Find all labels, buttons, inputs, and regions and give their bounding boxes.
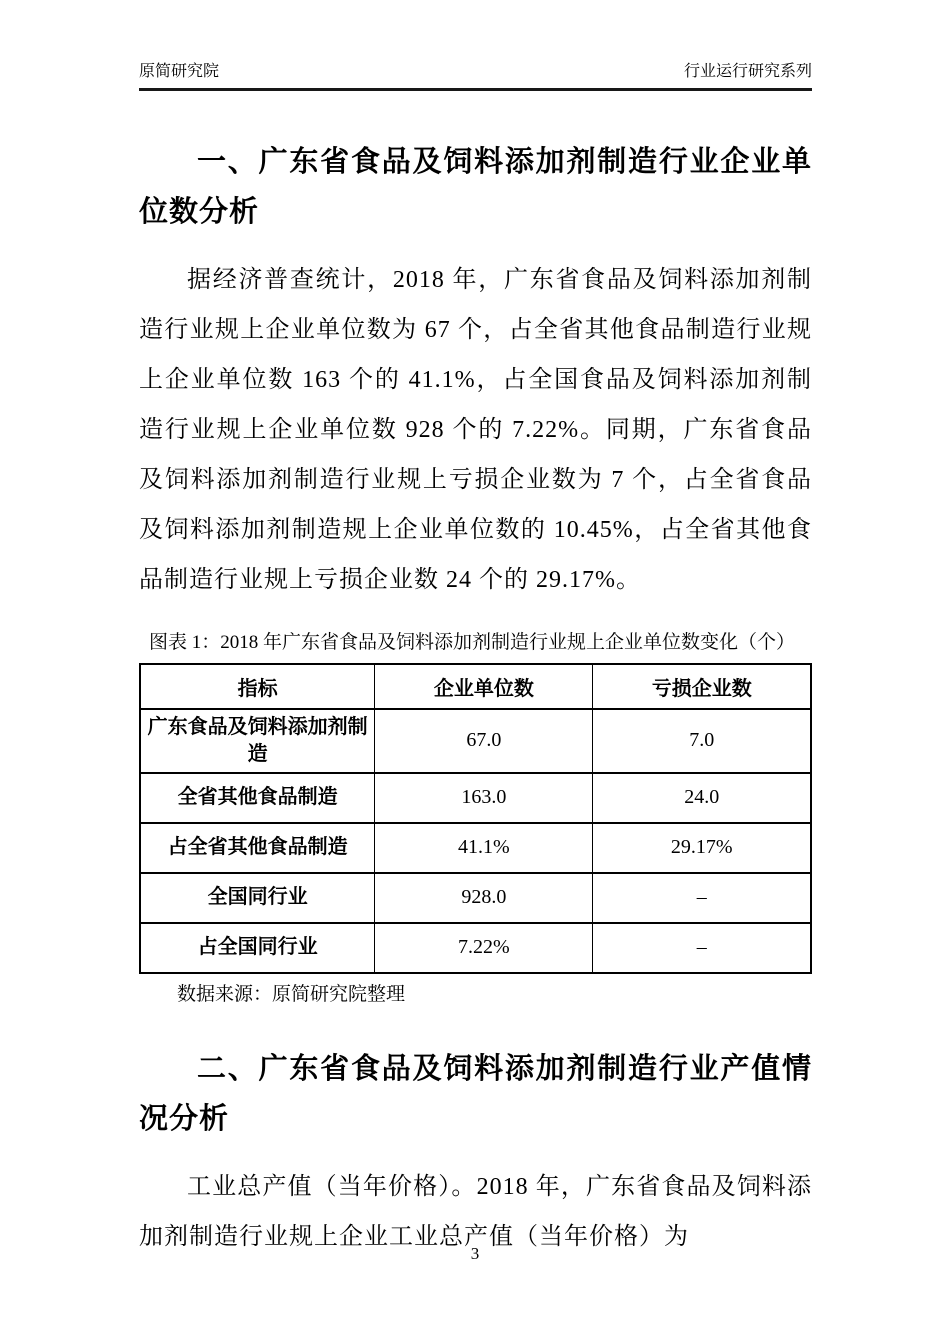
page-number: 3 (470, 1244, 480, 1263)
table-row (140, 823, 811, 873)
table-header-enterprise-units: 企业单位数 (375, 664, 593, 709)
header-right-text: 行业运行研究系列 (683, 63, 812, 80)
section-one-paragraph: 据经济普查统计，2018 年，广东省食品及饲料添加剂制造行业规上企业单位数为 67 个，占全省其他食品制造行业规上企业单位数 163 个的 41.1%，占全国食品及饲料添加剂制造行业规上企业单位数 928 个的 7.22%。同期，广东省食品及饲料添加剂制造行业规上亏损企业数为 7 个，占全省食品及饲料添加剂制造规上企业单位数的 10.45%，占全省其他食品制造行业规上亏损企业数 24 个的 29.17%。 (139, 267, 812, 594)
table-cell: 7.22% (375, 923, 593, 973)
section-two-paragraph: 工业总产值（当年价格）。2018 年，广东省食品及饲料添加剂制造行业规上企业工业总产值（当年价格）为 (139, 1173, 812, 1250)
table-cell: – (593, 873, 811, 923)
table-row (140, 873, 811, 923)
table-cell: 7.0 (593, 709, 811, 773)
table-row (140, 773, 811, 823)
table-cell: – (593, 923, 811, 973)
table-row-label: 占全国同行业 (140, 923, 375, 973)
header-left-text: 原简研究院 (139, 63, 220, 80)
section-two-title: 二、广东省食品及饲料添加剂制造行业产值情况分析 (139, 1052, 812, 1135)
section-one-title: 一、广东省食品及饲料添加剂制造行业企业单位数分析 (139, 146, 812, 229)
table-cell: 41.1% (375, 823, 593, 873)
table-cell: 163.0 (375, 773, 593, 823)
table-row-label: 占全省其他食品制造 (140, 823, 375, 873)
table-cell: 29.17% (593, 823, 811, 873)
table-row-label: 全国同行业 (140, 873, 375, 923)
table-cell: 24.0 (593, 773, 811, 823)
table-header-indicator: 指标 (140, 664, 375, 709)
table-row (140, 709, 811, 773)
figure-caption: 图表 1：2018 年广东省食品及饲料添加剂制造行业规上企业单位数变化（个） (149, 632, 796, 654)
data-source-note: 数据来源：原简研究院整理 (177, 983, 406, 1005)
table-cell: 67.0 (375, 709, 593, 773)
table-cell: 928.0 (375, 873, 593, 923)
table-row-label: 广东食品及饲料添加剂制造 (140, 709, 375, 773)
running-header (139, 62, 812, 91)
table-header-row (140, 664, 811, 709)
enterprise-units-table (139, 663, 812, 974)
table-row-label: 全省其他食品制造 (140, 773, 375, 823)
table-row (140, 923, 811, 973)
table-header-loss-enterprises: 亏损企业数 (593, 664, 811, 709)
